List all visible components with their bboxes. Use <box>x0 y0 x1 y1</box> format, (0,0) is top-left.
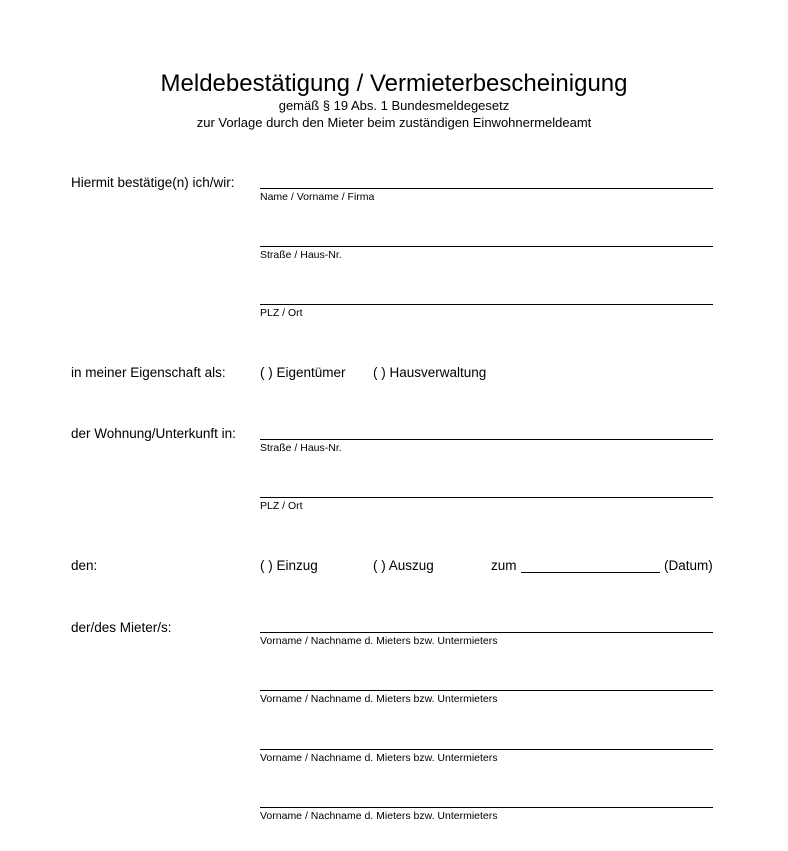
landlord-name-line[interactable] <box>260 188 713 189</box>
landlord-city-caption: PLZ / Ort <box>260 307 303 319</box>
landlord-city-field[interactable] <box>260 304 713 319</box>
apartment-label: der Wohnung/Unterkunft in: <box>71 426 236 441</box>
document-title: Meldebestätigung / Vermieterbescheinigung <box>160 70 628 97</box>
landlord-city-line[interactable] <box>260 304 713 305</box>
landlord-name-field[interactable] <box>260 188 713 203</box>
apartment-city-line[interactable] <box>260 497 713 498</box>
tenants-label: der/des Mieter/s: <box>71 620 172 635</box>
landlord-street-line[interactable] <box>260 246 713 247</box>
date-label: den: <box>71 558 98 573</box>
landlord-street-field[interactable] <box>260 246 713 261</box>
apartment-street-line[interactable] <box>260 439 713 440</box>
tenant-2-field[interactable] <box>260 690 713 705</box>
zum-label: zum <box>491 558 517 573</box>
landlord-label: Hiermit bestätige(n) ich/wir: <box>71 175 235 190</box>
apartment-city-field[interactable] <box>260 497 713 512</box>
move-out-checkbox[interactable]: ( ) Auszug <box>373 558 434 573</box>
tenant-4-line[interactable] <box>260 807 713 808</box>
landlord-street-caption: Straße / Haus-Nr. <box>260 249 342 261</box>
tenant-4-caption: Vorname / Nachname d. Mieters bzw. Untermieters <box>260 810 498 822</box>
owner-checkbox[interactable]: ( ) Eigentümer <box>260 365 346 380</box>
capacity-label: in meiner Eigenschaft als: <box>71 365 226 380</box>
tenant-3-field[interactable] <box>260 749 713 764</box>
tenant-2-caption: Vorname / Nachname d. Mieters bzw. Untermieters <box>260 693 498 705</box>
datum-label: (Datum) <box>664 558 713 573</box>
property-management-checkbox[interactable]: ( ) Hausverwaltung <box>373 365 487 380</box>
tenant-3-line[interactable] <box>260 749 713 750</box>
purpose-subtitle: zur Vorlage durch den Mieter beim zuständigen Einwohnermeldeamt <box>196 115 592 130</box>
landlord-name-caption: Name / Vorname / Firma <box>260 191 375 203</box>
apartment-city-caption: PLZ / Ort <box>260 500 303 512</box>
date-input-line[interactable] <box>521 572 660 573</box>
apartment-street-caption: Straße / Haus-Nr. <box>260 442 342 454</box>
tenant-1-caption: Vorname / Nachname d. Mieters bzw. Untermieters <box>260 635 498 647</box>
move-in-checkbox[interactable]: ( ) Einzug <box>260 558 318 573</box>
tenant-2-line[interactable] <box>260 690 713 691</box>
tenant-3-caption: Vorname / Nachname d. Mieters bzw. Untermieters <box>260 752 498 764</box>
tenant-4-field[interactable] <box>260 807 713 822</box>
apartment-street-field[interactable] <box>260 439 713 454</box>
tenant-1-line[interactable] <box>260 632 713 633</box>
legal-basis-subtitle: gemäß § 19 Abs. 1 Bundesmeldegesetz <box>278 98 510 113</box>
tenant-1-field[interactable] <box>260 632 713 647</box>
